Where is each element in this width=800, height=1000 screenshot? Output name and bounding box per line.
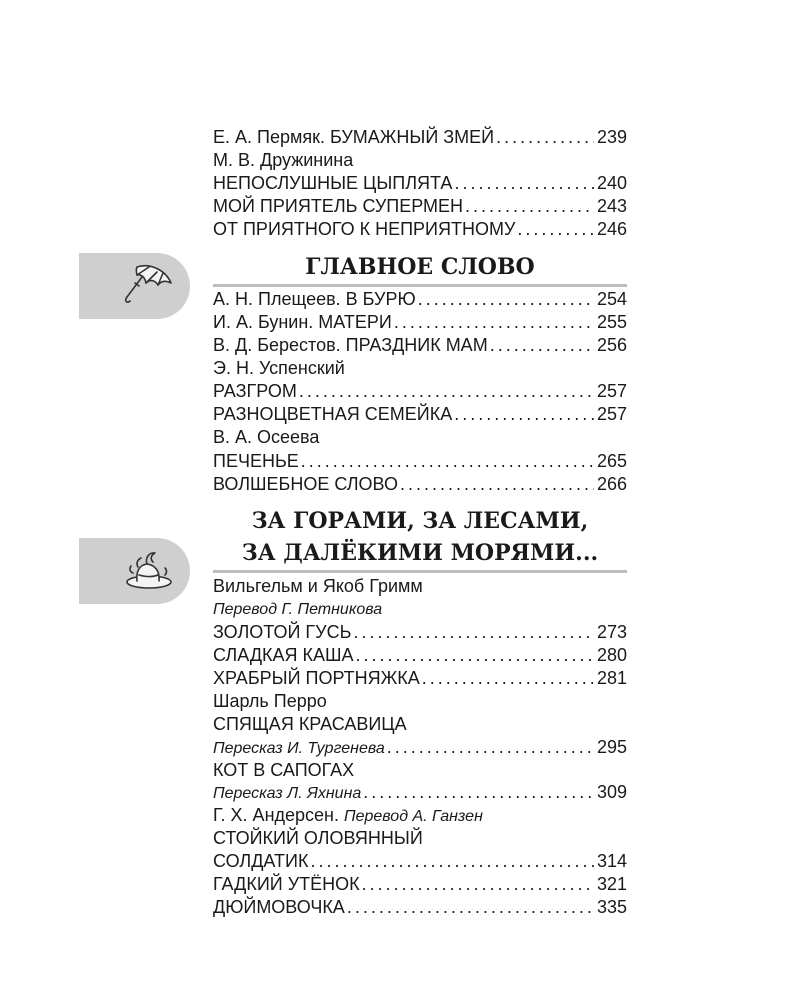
section-tab-za-gorami xyxy=(79,538,190,604)
toc-entry-page: 265 xyxy=(596,451,627,471)
toc-entry[interactable] xyxy=(213,667,627,690)
toc-entry[interactable] xyxy=(213,736,627,759)
dot-leader xyxy=(299,450,594,473)
toc-entry-page: 257 xyxy=(596,381,627,401)
toc-entry-page: 240 xyxy=(596,173,627,193)
section-tab-glavnoe xyxy=(79,253,190,319)
dot-leader xyxy=(385,736,594,759)
toc-entry-page: 246 xyxy=(596,219,627,239)
boot-hat-icon xyxy=(79,538,190,604)
dot-leader xyxy=(416,288,594,311)
toc-entry[interactable] xyxy=(213,621,627,644)
toc-entry-title: НЕПОСЛУШНЫЕ ЦЫПЛЯТА xyxy=(213,173,453,193)
toc-entry[interactable] xyxy=(213,195,627,218)
toc-entry-title: ГАДКИЙ УТЁНОК xyxy=(213,874,360,894)
toc-author: В. А. Осеева xyxy=(213,427,320,447)
toc-entry-title: А. Н. Плещеев. В БУРЮ xyxy=(213,289,416,309)
toc-author: Г. Х. Андерсен. xyxy=(213,805,339,825)
toc-entry-title: СЛАДКАЯ КАША xyxy=(213,645,354,665)
toc-entry-title: СОЛДАТИК xyxy=(213,851,309,871)
toc-author: Шарль Перро xyxy=(213,691,327,711)
toc-entry-retelling: Пересказ Л. Яхнина xyxy=(213,785,362,802)
toc-entry-title: ПЕЧЕНЬЕ xyxy=(213,451,299,471)
dot-leader xyxy=(345,896,594,919)
toc-entry-page: 314 xyxy=(596,851,627,871)
section-divider xyxy=(213,284,627,287)
section-title-line-1: ЗА ГОРАМИ, ЗА ЛЕСАМИ, xyxy=(251,508,589,534)
toc-entry[interactable] xyxy=(213,473,627,496)
toc-entry[interactable] xyxy=(213,380,627,403)
toc-entry-title: ХРАБРЫЙ ПОРТНЯЖКА xyxy=(213,668,420,688)
toc-author-translator xyxy=(213,804,627,827)
dot-leader xyxy=(398,473,594,496)
toc-entry[interactable] xyxy=(213,644,627,667)
toc-entry-title: Е. А. Пермяк. БУМАЖНЫЙ ЗМЕЙ xyxy=(213,127,495,147)
toc-entry-page: 243 xyxy=(596,196,627,216)
toc-entry-page: 266 xyxy=(596,474,627,494)
toc-entry[interactable] xyxy=(213,896,627,919)
toc-entry[interactable] xyxy=(213,781,627,804)
toc-entry-title: РАЗНОЦВЕТНАЯ СЕМЕЙКА xyxy=(213,404,453,424)
toc-entry-title: В. Д. Берестов. ПРАЗДНИК МАМ xyxy=(213,335,488,355)
toc-entry-title: И. А. Бунин. МАТЕРИ xyxy=(213,312,392,332)
dot-leader xyxy=(420,667,594,690)
toc-entry[interactable] xyxy=(213,450,627,473)
toc-entry-title: ВОЛШЕБНОЕ СЛОВО xyxy=(213,474,398,494)
dot-leader xyxy=(488,334,594,357)
toc-entry-page: 321 xyxy=(596,874,627,894)
dot-leader xyxy=(392,311,594,334)
toc-author: Вильгельм и Якоб Гримм xyxy=(213,576,423,596)
toc-entry-title: РАЗГРОМ xyxy=(213,381,297,401)
dot-leader xyxy=(494,126,594,149)
toc-entry-title: ЗОЛОТОЙ ГУСЬ xyxy=(213,622,352,642)
section-title-line-2: ЗА ДАЛЁКИМИ МОРЯМИ... xyxy=(241,540,599,566)
dot-leader xyxy=(361,781,594,804)
toc-entry-page: 255 xyxy=(596,312,627,332)
toc-work-title[interactable]: СПЯЩАЯ КРАСАВИЦА xyxy=(213,714,407,734)
toc-entry-page: 254 xyxy=(596,289,627,309)
toc-entry[interactable] xyxy=(213,403,627,426)
dot-leader xyxy=(452,172,594,195)
toc-translator: Перевод А. Ганзен xyxy=(344,808,483,825)
toc-entry[interactable] xyxy=(213,311,627,334)
toc-entry-title: ДЮЙМОВОЧКА xyxy=(213,897,345,917)
toc-entry-retelling: Пересказ И. Тургенева xyxy=(213,740,385,757)
toc-entry[interactable] xyxy=(213,288,627,311)
dot-leader xyxy=(297,380,594,403)
toc-entry[interactable] xyxy=(213,172,627,195)
toc-author: М. В. Дружинина xyxy=(213,150,354,170)
toc-entry-page: 273 xyxy=(596,622,627,642)
umbrella-icon xyxy=(79,253,190,319)
dot-leader xyxy=(360,873,594,896)
toc-entry-page: 256 xyxy=(596,335,627,355)
toc-work-title[interactable]: КОТ В САПОГАХ xyxy=(213,760,355,780)
toc-entry[interactable] xyxy=(213,850,627,873)
toc-entry-page: 239 xyxy=(596,127,627,147)
toc-entry[interactable] xyxy=(213,126,627,149)
toc-entry-title: ОТ ПРИЯТНОГО К НЕПРИЯТНОМУ xyxy=(213,219,516,239)
toc-translator: Перевод Г. Петникова xyxy=(213,601,383,618)
dot-leader xyxy=(515,218,594,241)
section-divider xyxy=(213,570,627,573)
toc-entry-page: 335 xyxy=(596,897,627,917)
toc-entry[interactable] xyxy=(213,873,627,896)
toc-entry-page: 280 xyxy=(596,645,627,665)
dot-leader xyxy=(463,195,594,218)
toc-entry-page: 257 xyxy=(596,404,627,424)
toc-entry[interactable] xyxy=(213,334,627,357)
dot-leader xyxy=(308,850,594,873)
toc-entry-page: 309 xyxy=(596,782,627,802)
dot-leader xyxy=(354,644,594,667)
toc-author: Э. Н. Успенский xyxy=(213,358,345,378)
toc-entry[interactable] xyxy=(213,218,627,241)
section-title: ГЛАВНОЕ СЛОВО xyxy=(305,254,535,280)
dot-leader xyxy=(351,621,594,644)
toc-work-title[interactable]: СТОЙКИЙ ОЛОВЯННЫЙ xyxy=(213,828,423,848)
toc-entry-page: 281 xyxy=(596,668,627,688)
dot-leader xyxy=(452,403,594,426)
toc-entry-title: МОЙ ПРИЯТЕЛЬ СУПЕРМЕН xyxy=(213,196,464,216)
toc-entry-page: 295 xyxy=(596,737,627,757)
